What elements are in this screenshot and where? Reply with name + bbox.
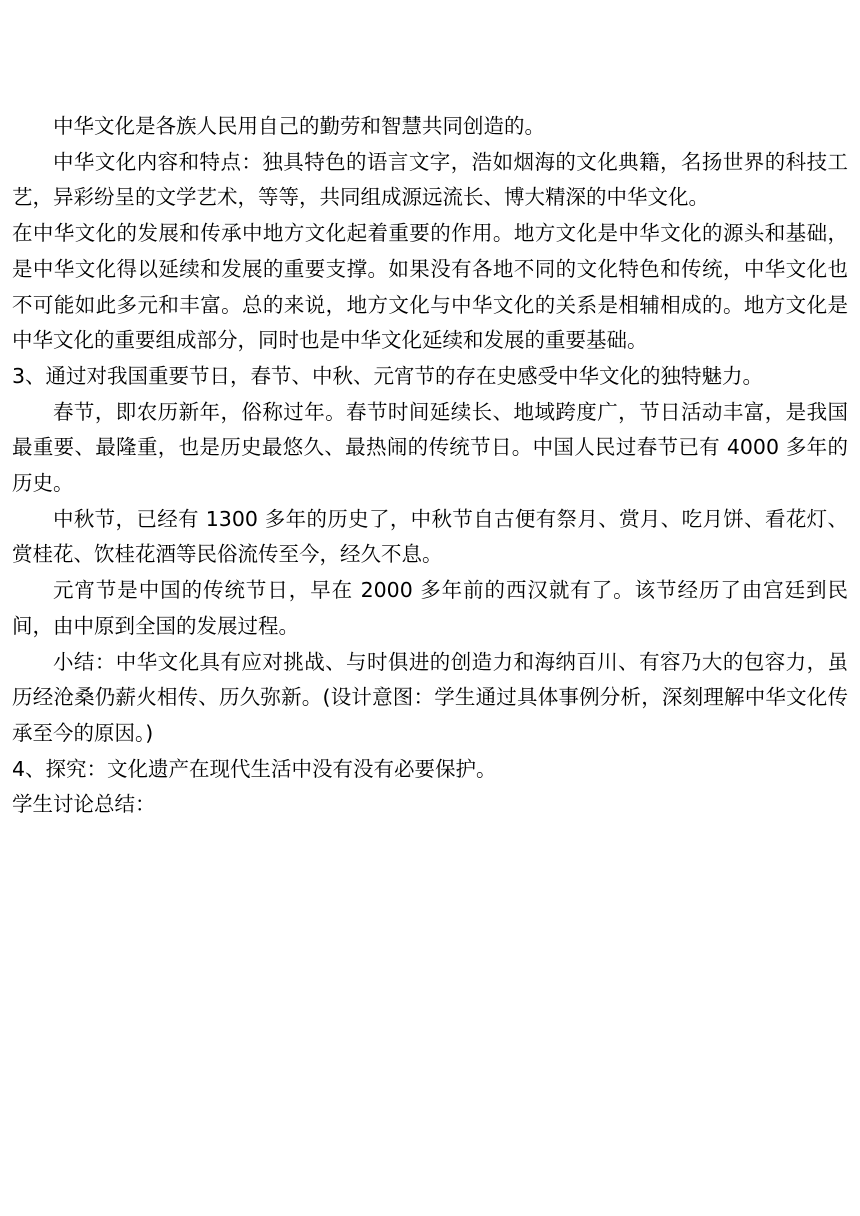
- paragraph-culture-creation: 中华文化是各族人民用自己的勤劳和智慧共同创造的。: [53, 114, 545, 138]
- paragraph-summary: 小结：中华文化具有应对挑战、与时俱进的创造力和海纳百川、有容乃大的包容力，虽历经沧桑仍薪火相传、历久弥新。(设计意图：学生通过具体事例分析，深刻理解中华文化传承至今的原因。): [12, 649, 848, 745]
- paragraph-student-discussion: 学生讨论总结：: [12, 792, 156, 817]
- paragraph-local-culture: 在中华文化的发展和传承中地方文化起着重要的作用。地方文化是中华文化的源头和基础，是中华文化得以延续和发展的重要支撑。如果没有各地不同的文化特色和传统，中华文化也不可能如此多元和丰富。总的来说，地方文化与中华文化的关系是相辅相成的。地方文化是中华文化的重要组成部分，同时也是中华文化延续和发展的重要基础。: [12, 221, 848, 353]
- heading-section-3: 3、通过对我国重要节日，春节、中秋、元宵节的存在史感受中华文化的独特魅力。: [12, 363, 764, 388]
- paragraph-lantern-festival: 元宵节是中国的传统节日，早在 2000 多年前的西汉就有了。该节经历了由宫廷到民间，由中原到全国的发展过程。: [12, 578, 848, 638]
- document-body: [12, 109, 848, 823]
- paragraph-culture-features: 中华文化内容和特点：独具特色的语言文字，浩如烟海的文化典籍，名扬世界的科技工艺，异彩纷呈的文学艺术，等等，共同组成源远流长、博大精深的中华文化。: [12, 149, 848, 210]
- paragraph-spring-festival: 春节，即农历新年，俗称过年。春节时间延续长、地域跨度广，节日活动丰富，是我国最重要、最隆重，也是历史最悠久、最热闹的传统节日。中国人民过春节已有 4000 多年的历史。: [12, 399, 848, 496]
- paragraph-mid-autumn: 中秋节，已经有 1300 多年的历史了，中秋节自古便有祭月、赏月、吃月饼、看花灯、赏桂花、饮桂花酒等民俗流传至今，经久不息。: [12, 506, 848, 567]
- heading-section-4: 4、探究：文化遗产在现代生活中没有没有必要保护。: [12, 756, 497, 781]
